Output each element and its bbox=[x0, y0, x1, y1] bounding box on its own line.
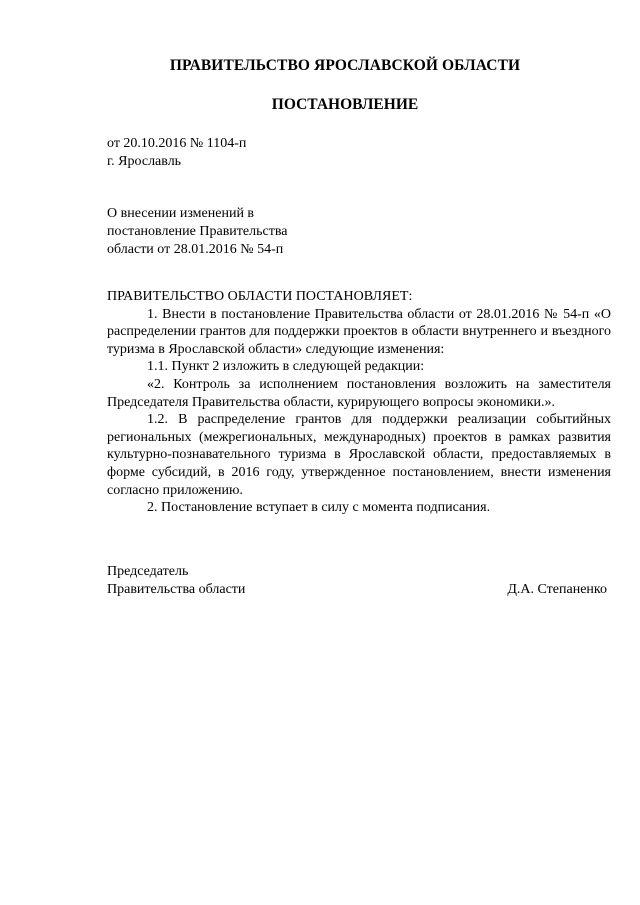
paragraph-item-2: 2. Постановление вступает в силу с момента подписания. bbox=[147, 500, 491, 516]
signatory-name: Д.А. Степаненко bbox=[507, 582, 607, 597]
subject-line: области от 28.01.2016 № 54-п bbox=[107, 242, 284, 257]
signature-position-line: Правительства области bbox=[107, 582, 246, 597]
document-subject bbox=[107, 205, 287, 259]
signature-position-line: Председатель bbox=[107, 564, 189, 579]
organization-title: ПРАВИТЕЛЬСТВО ЯРОСЛАВСКОЙ ОБЛАСТИ bbox=[169, 57, 521, 74]
city: г. Ярославль bbox=[107, 154, 182, 169]
paragraph-item-1: 1. Внести в постановление Правительства области от 28.01.2016 № 54-п «О распределении грантов для поддержки проектов в области внутреннего и въездного туризма в Ярославской области» следующие изменения: bbox=[107, 306, 611, 357]
signature-row bbox=[107, 581, 607, 599]
paragraph-item-1-2: 1.2. В распределение грантов для поддержки реализации событийных региональных (межрегиональных, международных) проектов в рамках развития культурно-познавательного туризма в Ярославской области, предоставляемых в форме субсидий, в 2016 году, утвержденное постановлением, внести изменения согласно приложению. bbox=[107, 412, 611, 498]
document-meta bbox=[107, 135, 246, 171]
subject-line: О внесении изменений в bbox=[107, 206, 255, 221]
date-number: от 20.10.2016 № 1104-п bbox=[107, 136, 247, 151]
preamble: ПРАВИТЕЛЬСТВО ОБЛАСТИ ПОСТАНОВЛЯЕТ: bbox=[107, 289, 413, 304]
paragraph-item-1-1: 1.1. Пункт 2 изложить в следующей редакции: bbox=[147, 359, 425, 375]
document-type: ПОСТАНОВЛЕНИЕ bbox=[271, 96, 419, 113]
signature-block bbox=[107, 563, 607, 599]
subject-line: постановление Правительства bbox=[107, 224, 288, 239]
document-body bbox=[107, 288, 611, 517]
paragraph-item-1-1-text: «2. Контроль за исполнением постановления возложить на заместителя Председателя Правительства области, курирующего вопросы экономики.». bbox=[107, 376, 611, 410]
